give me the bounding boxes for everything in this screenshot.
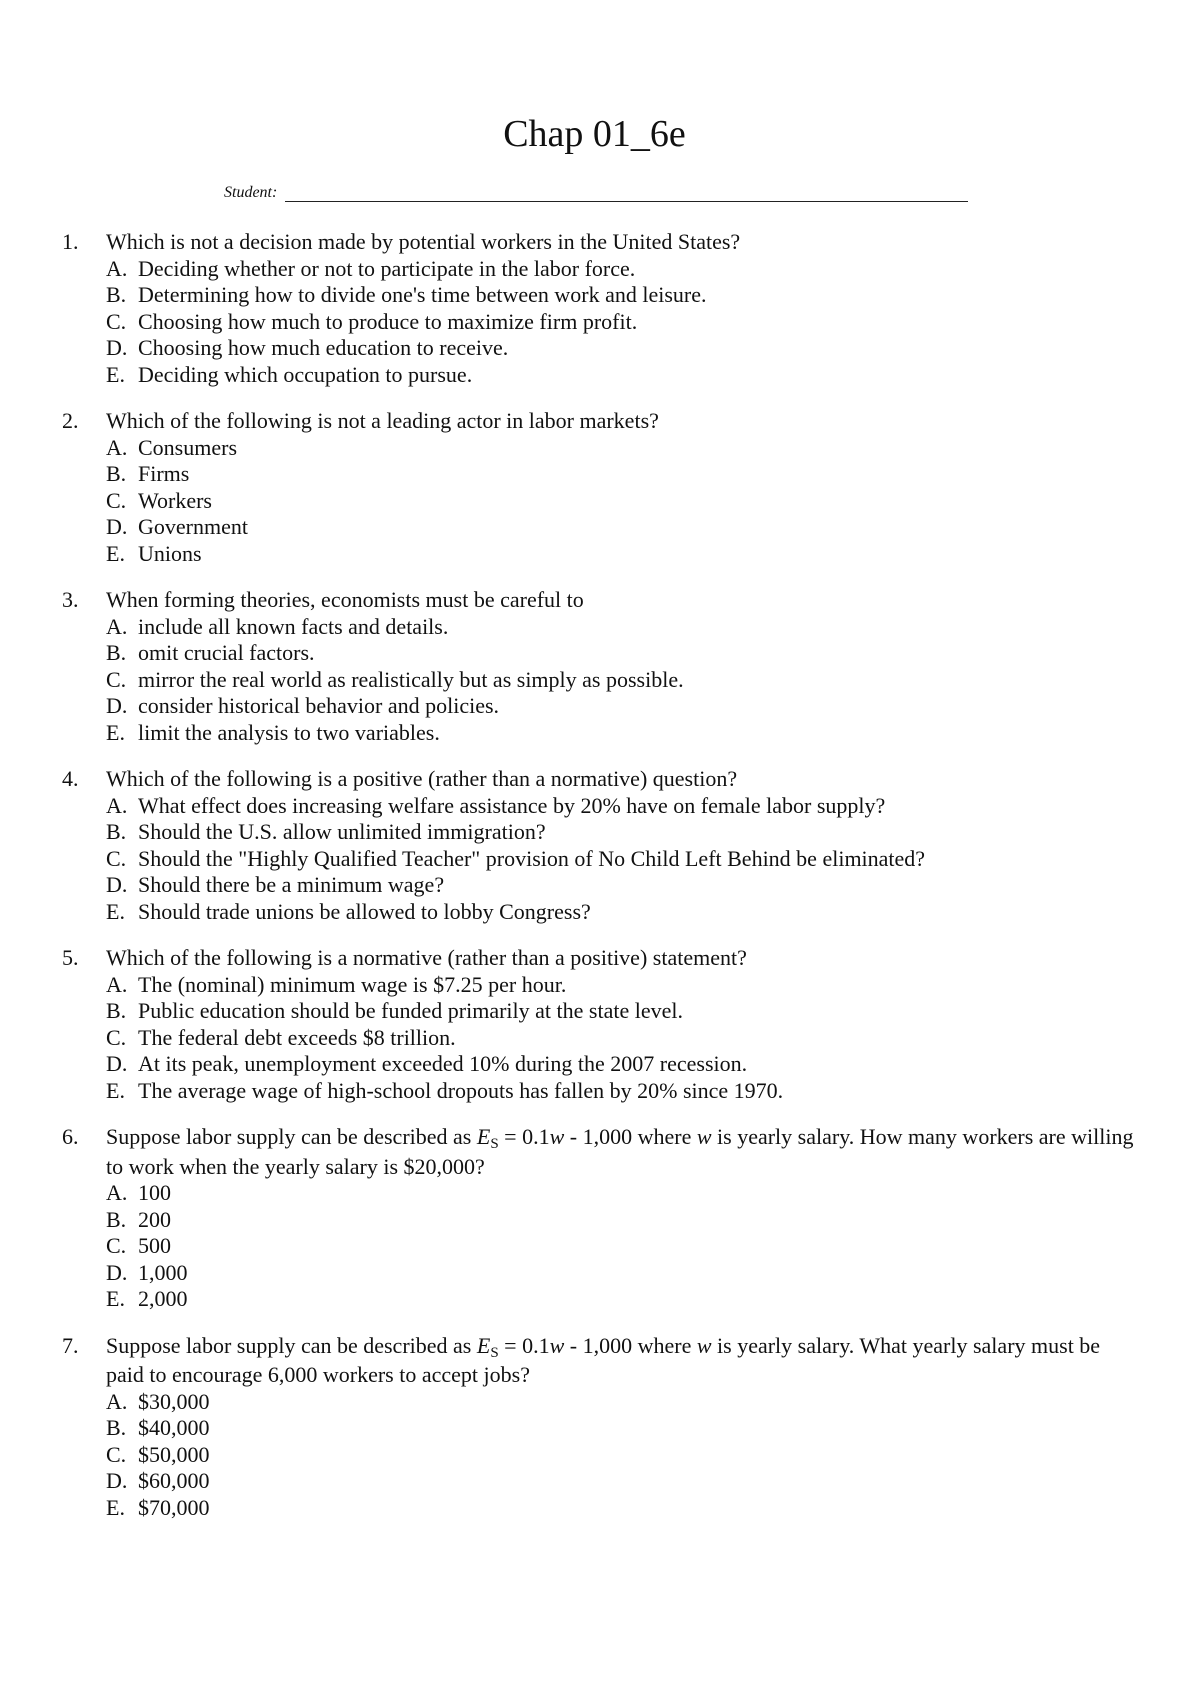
answer-option-e <box>106 899 1136 926</box>
option-letter: D. <box>106 1468 128 1493</box>
option-letter: A. <box>106 971 128 997</box>
option-text: consider historical behavior and policies. <box>138 693 500 718</box>
option-text: The average wage of high-school dropouts has fallen by 20% since 1970. <box>138 1077 784 1103</box>
answer-option-b <box>106 461 1136 488</box>
answer-option-a <box>106 1389 1136 1416</box>
answer-option-d <box>106 1468 1136 1495</box>
answer-option-c <box>106 1442 1136 1469</box>
answer-option-a <box>106 972 1136 999</box>
option-text: Workers <box>138 487 212 513</box>
answer-options <box>106 972 1136 1105</box>
option-text: The (nominal) minimum wage is $7.25 per hour. <box>138 971 567 997</box>
answer-option-b <box>106 640 1136 667</box>
variable-w: w <box>696 1332 712 1358</box>
option-text: Choosing how much to produce to maximize firm profit. <box>138 308 638 334</box>
question-text: Which of the following is a normative (rather than a positive) statement? <box>106 945 747 970</box>
page-title: Chap 01_6e <box>503 113 686 155</box>
option-text: $50,000 <box>138 1441 210 1467</box>
answer-option-b <box>106 1207 1136 1234</box>
option-text: 500 <box>138 1233 171 1258</box>
option-letter: A. <box>106 613 128 639</box>
option-letter: D. <box>106 872 128 897</box>
option-letter: D. <box>106 1259 128 1285</box>
option-letter: E. <box>106 361 125 387</box>
question-number: 4. <box>62 766 79 791</box>
answer-option-c <box>106 846 1136 873</box>
answer-option-b <box>106 282 1136 309</box>
answer-options <box>106 1389 1136 1522</box>
question-text: When forming theories, economists must be careful to <box>106 587 584 612</box>
option-text: Unions <box>138 540 202 566</box>
answer-option-d <box>106 514 1136 541</box>
option-text: Choosing how much education to receive. <box>138 335 509 360</box>
answer-option-e <box>106 1495 1136 1522</box>
option-letter: E. <box>106 719 125 745</box>
option-letter: A. <box>106 792 128 818</box>
variable-e: E <box>476 1332 491 1358</box>
option-text: omit crucial factors. <box>138 640 315 665</box>
option-letter: A. <box>106 1388 128 1414</box>
option-text: What effect does increasing welfare assistance by 20% have on female labor supply? <box>138 792 886 818</box>
option-text: Should the "Highly Qualified Teacher" provision of No Child Left Behind be eliminated? <box>138 845 926 871</box>
option-letter: C. <box>106 845 127 871</box>
option-text: mirror the real world as realistically but as simply as possible. <box>138 666 684 692</box>
question-5 <box>0 945 1189 1104</box>
answer-option-e <box>106 541 1136 568</box>
option-letter: B. <box>106 461 127 486</box>
question-2 <box>0 408 1189 567</box>
option-text: include all known facts and details. <box>138 613 449 639</box>
option-letter: C. <box>106 1441 127 1467</box>
option-text: Should trade unions be allowed to lobby Congress? <box>138 898 591 924</box>
question-number: 7. <box>62 1332 79 1358</box>
option-text: Deciding whether or not to participate in the labor force. <box>138 255 636 281</box>
question-7 <box>0 1333 1189 1522</box>
option-text: At its peak, unemployment exceeded 10% during the 2007 recession. <box>138 1051 748 1076</box>
option-text: Consumers <box>138 434 237 460</box>
option-letter: A. <box>106 434 128 460</box>
option-text: The federal debt exceeds $8 trillion. <box>138 1024 456 1050</box>
variable-w: w <box>696 1124 712 1149</box>
answer-option-d <box>106 1051 1136 1078</box>
question-text: Which of the following is not a leading actor in labor markets? <box>106 408 659 433</box>
question-number: 3. <box>62 587 79 612</box>
question-number: 2. <box>62 408 79 433</box>
option-text: 100 <box>138 1180 171 1205</box>
option-text: Public education should be funded primarily at the state level. <box>138 998 683 1023</box>
student-label: Student: <box>224 184 278 201</box>
option-text: limit the analysis to two variables. <box>138 719 440 745</box>
option-text: Should the U.S. allow unlimited immigration? <box>138 819 546 844</box>
subscript-s: S <box>490 1136 499 1152</box>
variable-w: w <box>549 1124 565 1149</box>
answer-option-e <box>106 362 1136 389</box>
option-letter: A. <box>106 1180 128 1205</box>
question-6 <box>0 1124 1189 1313</box>
option-letter: E. <box>106 1077 125 1103</box>
option-letter: E. <box>106 1286 125 1311</box>
variable-w: w <box>549 1332 565 1358</box>
question-text: Which is not a decision made by potential workers in the United States? <box>106 229 741 254</box>
option-letter: E. <box>106 898 125 924</box>
answer-option-c <box>106 309 1136 336</box>
option-letter: C. <box>106 487 127 513</box>
option-letter: B. <box>106 640 127 665</box>
answer-option-e <box>106 1078 1136 1105</box>
answer-options <box>106 1180 1136 1313</box>
answer-option-a <box>106 256 1136 283</box>
question-1 <box>0 229 1189 388</box>
question-text: Which of the following is a positive (rather than a normative) question? <box>106 766 738 791</box>
student-name-line[interactable] <box>285 188 968 202</box>
option-text: Determining how to divide one's time between work and leisure. <box>138 282 707 307</box>
option-text: Firms <box>138 461 190 486</box>
answer-options <box>106 614 1136 747</box>
option-text: $70,000 <box>138 1494 210 1520</box>
option-letter: C. <box>106 1233 127 1258</box>
answer-option-d <box>106 872 1136 899</box>
question-number: 6. <box>62 1124 79 1149</box>
question-3 <box>0 587 1189 746</box>
question-number: 1. <box>62 229 79 254</box>
option-letter: B. <box>106 282 127 307</box>
question-text: Suppose labor supply can be described as ES = 0.1w - 1,000 where w is yearly salary. What yearly salary must be paid to encourage 6,000 workers to accept jobs? <box>106 1332 1101 1387</box>
answer-option-b <box>106 998 1136 1025</box>
option-letter: B. <box>106 1415 127 1440</box>
answer-options <box>106 256 1136 389</box>
answer-option-a <box>106 793 1136 820</box>
question-4 <box>0 766 1189 925</box>
option-text: 1,000 <box>138 1259 188 1285</box>
option-letter: D. <box>106 335 128 360</box>
option-letter: E. <box>106 540 125 566</box>
answer-options <box>106 435 1136 568</box>
option-text: 200 <box>138 1206 171 1232</box>
answer-option-a <box>106 1180 1136 1207</box>
answer-option-b <box>106 1415 1136 1442</box>
option-letter: D. <box>106 1051 128 1076</box>
answer-option-c <box>106 488 1136 515</box>
variable-e: E <box>476 1124 491 1149</box>
answer-option-b <box>106 819 1136 846</box>
question-number: 5. <box>62 945 79 970</box>
option-text: Deciding which occupation to pursue. <box>138 361 473 387</box>
student-name-row <box>224 184 968 202</box>
option-text: 2,000 <box>138 1286 188 1311</box>
answer-options <box>106 793 1136 926</box>
answer-option-c <box>106 1025 1136 1052</box>
option-letter: B. <box>106 1206 127 1232</box>
answer-option-e <box>106 720 1136 747</box>
answer-option-a <box>106 614 1136 641</box>
answer-option-d <box>106 335 1136 362</box>
question-list <box>0 229 1189 1541</box>
option-letter: D. <box>106 693 128 718</box>
option-text: $40,000 <box>138 1415 210 1440</box>
answer-option-d <box>106 693 1136 720</box>
subscript-s: S <box>490 1344 499 1361</box>
answer-option-c <box>106 667 1136 694</box>
option-text: $60,000 <box>138 1468 210 1493</box>
answer-option-d <box>106 1260 1136 1287</box>
option-letter: C. <box>106 666 127 692</box>
answer-option-c <box>106 1233 1136 1260</box>
option-letter: B. <box>106 998 127 1023</box>
answer-option-e <box>106 1286 1136 1313</box>
option-text: Should there be a minimum wage? <box>138 872 445 897</box>
option-letter: D. <box>106 514 128 539</box>
option-text: $30,000 <box>138 1388 210 1414</box>
option-letter: C. <box>106 1024 127 1050</box>
option-letter: C. <box>106 308 127 334</box>
option-letter: E. <box>106 1494 125 1520</box>
option-letter: A. <box>106 255 128 281</box>
question-text: Suppose labor supply can be described as ES = 0.1w - 1,000 where w is yearly salary. How many workers are willing to work when the yearly salary is $20,000? <box>106 1124 1134 1179</box>
option-letter: B. <box>106 819 127 844</box>
answer-option-a <box>106 435 1136 462</box>
option-text: Government <box>138 514 248 539</box>
